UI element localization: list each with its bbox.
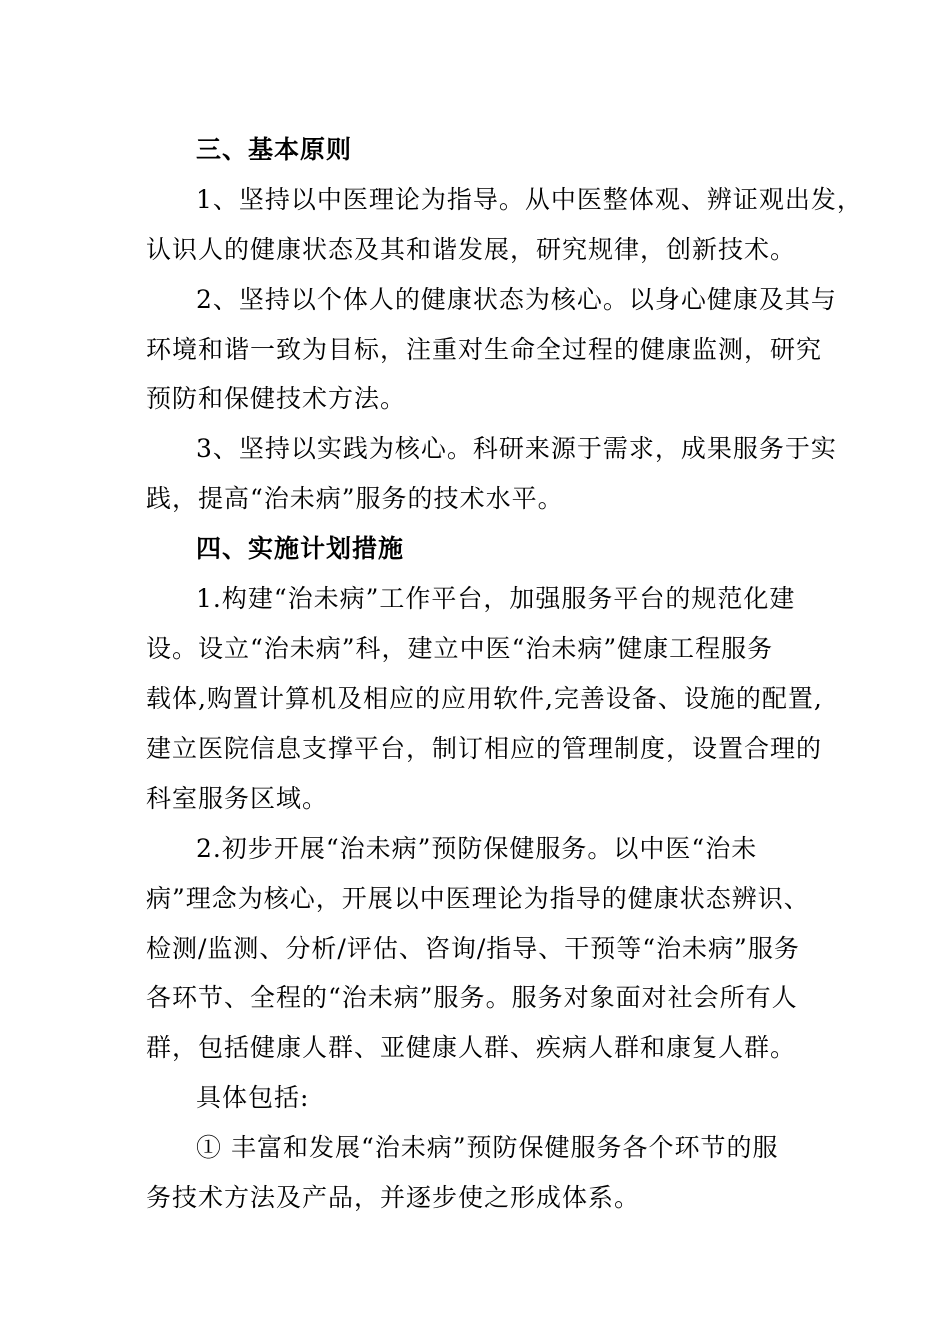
paragraph-line: 检测/监测、分析/评估、咨询/指导、干预等“治未病”服务 [146, 934, 800, 963]
paragraph-line: 务技术方法及产品，并逐步使之形成体系。 [146, 1183, 641, 1212]
paragraph-line: 载体,购置计算机及相应的应用软件,完善设备、设施的配置, [146, 684, 823, 713]
paragraph-line: 2.初步开展“治未病”预防保健服务。以中医“治未 [196, 834, 758, 863]
paragraph-line: 具体包括: [196, 1083, 310, 1112]
paragraph-line: 践，提高“治未病”服务的技术水平。 [146, 484, 564, 513]
paragraph-line: 科室服务区域。 [146, 784, 329, 813]
paragraph-line: 1.构建“治未病”工作平台，加强服务平台的规范化建 [196, 584, 796, 613]
paragraph-line: 2、坚持以个体人的健康状态为核心。以身心健康及其与 [196, 285, 837, 314]
paragraph-line: 建立医院信息支撑平台，制订相应的管理制度，设置合理的 [146, 734, 823, 763]
paragraph-line: ① 丰富和发展“治未病”预防保健服务各个环节的服 [196, 1133, 779, 1162]
paragraph-line: 环境和谐一致为目标，注重对生命全过程的健康监测，研究 [146, 335, 823, 364]
paragraph-line: 1、坚持以中医理论为指导。从中医整体观、辨证观出发， [196, 185, 863, 214]
paragraph-line: 各环节、全程的“治未病”服务。服务对象面对社会所有人 [146, 983, 798, 1012]
paragraph-line: 预防和保健技术方法。 [146, 384, 407, 413]
paragraph-line: 认识人的健康状态及其和谐发展，研究规律，创新技术。 [146, 235, 797, 264]
section-heading-basic-principles: 三、基本原则 [196, 135, 353, 164]
paragraph-line: 群，包括健康人群、亚健康人群、疾病人群和康复人群。 [146, 1033, 797, 1062]
paragraph-line: 设。设立“治未病”科，建立中医“治未病”健康工程服务 [146, 634, 774, 663]
section-heading-implementation-measures: 四、实施计划措施 [196, 534, 405, 563]
paragraph-line: 3、坚持以实践为核心。科研来源于需求，成果服务于实 [196, 434, 837, 463]
paragraph-line: 病”理念为核心，开展以中医理论为指导的健康状态辨识、 [146, 884, 810, 913]
